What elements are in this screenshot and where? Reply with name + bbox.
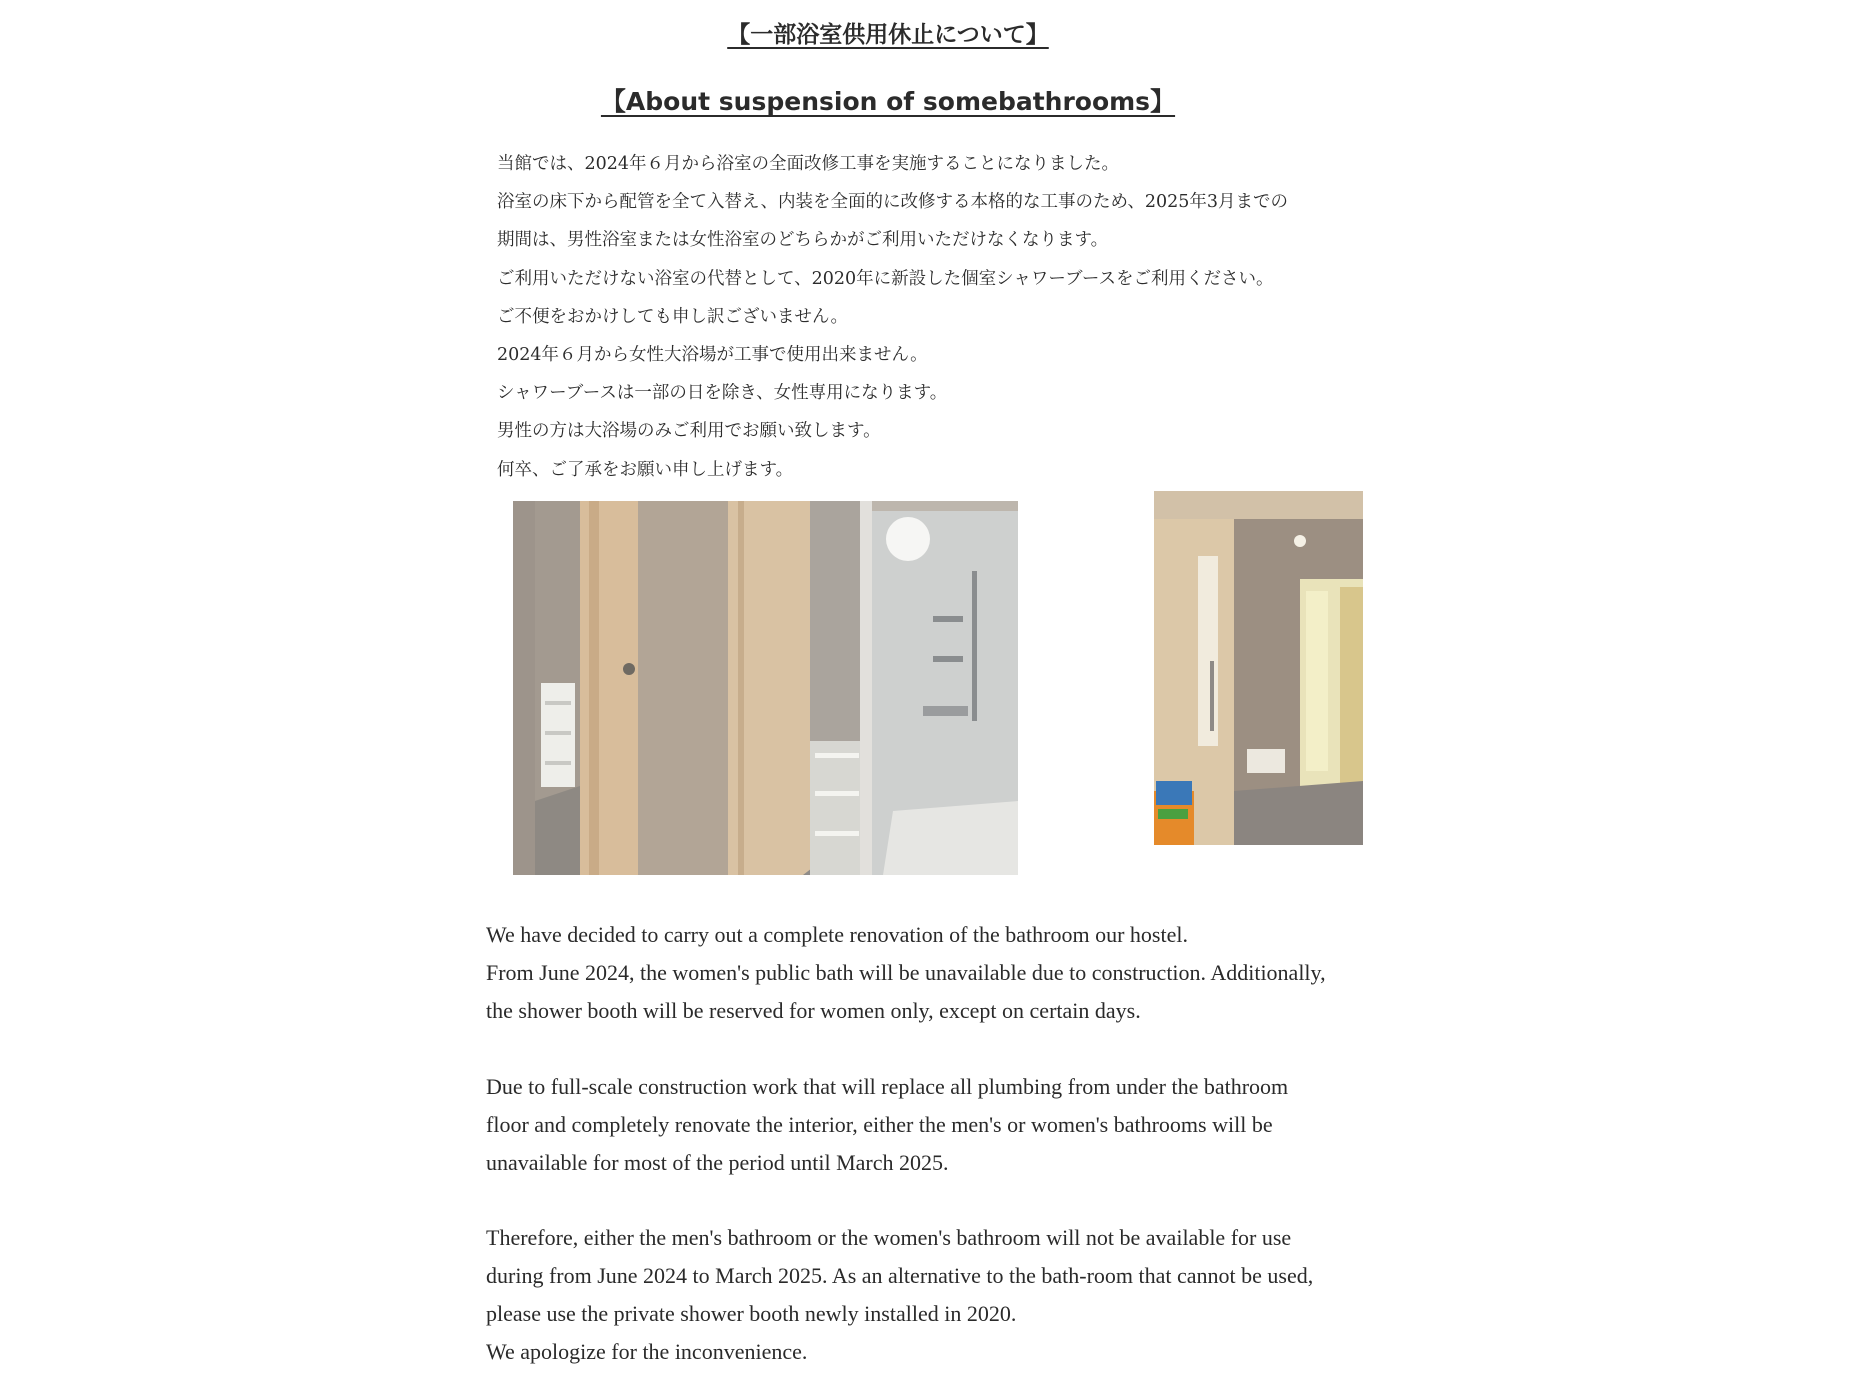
jp-line: ご不便をおかけしても申し訳ございません。 bbox=[497, 306, 849, 327]
shower-booth-photo bbox=[513, 501, 1018, 875]
jp-line: 当館では、2024年６月から浴室の全面改修工事を実施することになりました。 bbox=[497, 154, 1120, 174]
en-line: Due to full-scale construction work that will replace all plumbing from under the bathroom bbox=[486, 1073, 1289, 1099]
en-line: We have decided to carry out a complete renovation of the bathroom our hostel. bbox=[486, 922, 1188, 947]
jp-line: 男性の方は大浴場のみご利用でお願い致します。 bbox=[497, 421, 881, 442]
jp-line: シャワーブースは一部の日を除き、女性専用になります。 bbox=[497, 383, 948, 404]
en-line: From June 2024, the women's public bath will be unavailable due to construction. Additionally, bbox=[486, 959, 1326, 985]
jp-line: 期間は、男性浴室または女性浴室のどちらかがご利用いただけなくなります。 bbox=[497, 230, 1109, 251]
jp-line: 何卒、ご了承をお願い申し上げます。 bbox=[497, 459, 794, 480]
jp-line: 2024年６月から女性大浴場が工事で使用出来ません。 bbox=[497, 345, 928, 366]
jp-line: 浴室の床下から配管を全て入替え、内装を全面的に改修する本格的な工事のため、2025年3月までの bbox=[497, 192, 1289, 213]
en-line: during from June 2024 to March 2025. As an alternative to the bath-room that cannot be used, bbox=[486, 1263, 1314, 1289]
jp-line: ご利用いただけない浴室の代替として、2020年に新設した個室シャワーブースをご利用ください。 bbox=[497, 268, 1274, 289]
en-line: the shower booth will be reserved for women only, except on certain days. bbox=[486, 997, 1141, 1023]
title-english: 【About suspension of somebathrooms】 bbox=[600, 87, 1176, 116]
en-line: We apologize for the inconvenience. bbox=[486, 1339, 808, 1365]
en-line: please use the private shower booth newly installed in 2020. bbox=[486, 1301, 1017, 1327]
en-paragraph bbox=[486, 1068, 1386, 1182]
english-notice bbox=[486, 916, 1386, 1371]
en-line: unavailable for most of the period until March 2025. bbox=[486, 1149, 949, 1175]
en-line: floor and completely renovate the interior, either the men's or women's bathrooms will be bbox=[486, 1111, 1273, 1137]
en-paragraph bbox=[486, 916, 1386, 1030]
en-line: Therefore, either the men's bathroom or the women's bathroom will not be available for use bbox=[486, 1225, 1292, 1251]
en-paragraph bbox=[486, 1219, 1386, 1371]
sliding-door-photo bbox=[1154, 491, 1363, 845]
title-japanese: 【一部浴室供用休止について】 bbox=[727, 22, 1049, 48]
japanese-notice bbox=[497, 145, 1377, 489]
